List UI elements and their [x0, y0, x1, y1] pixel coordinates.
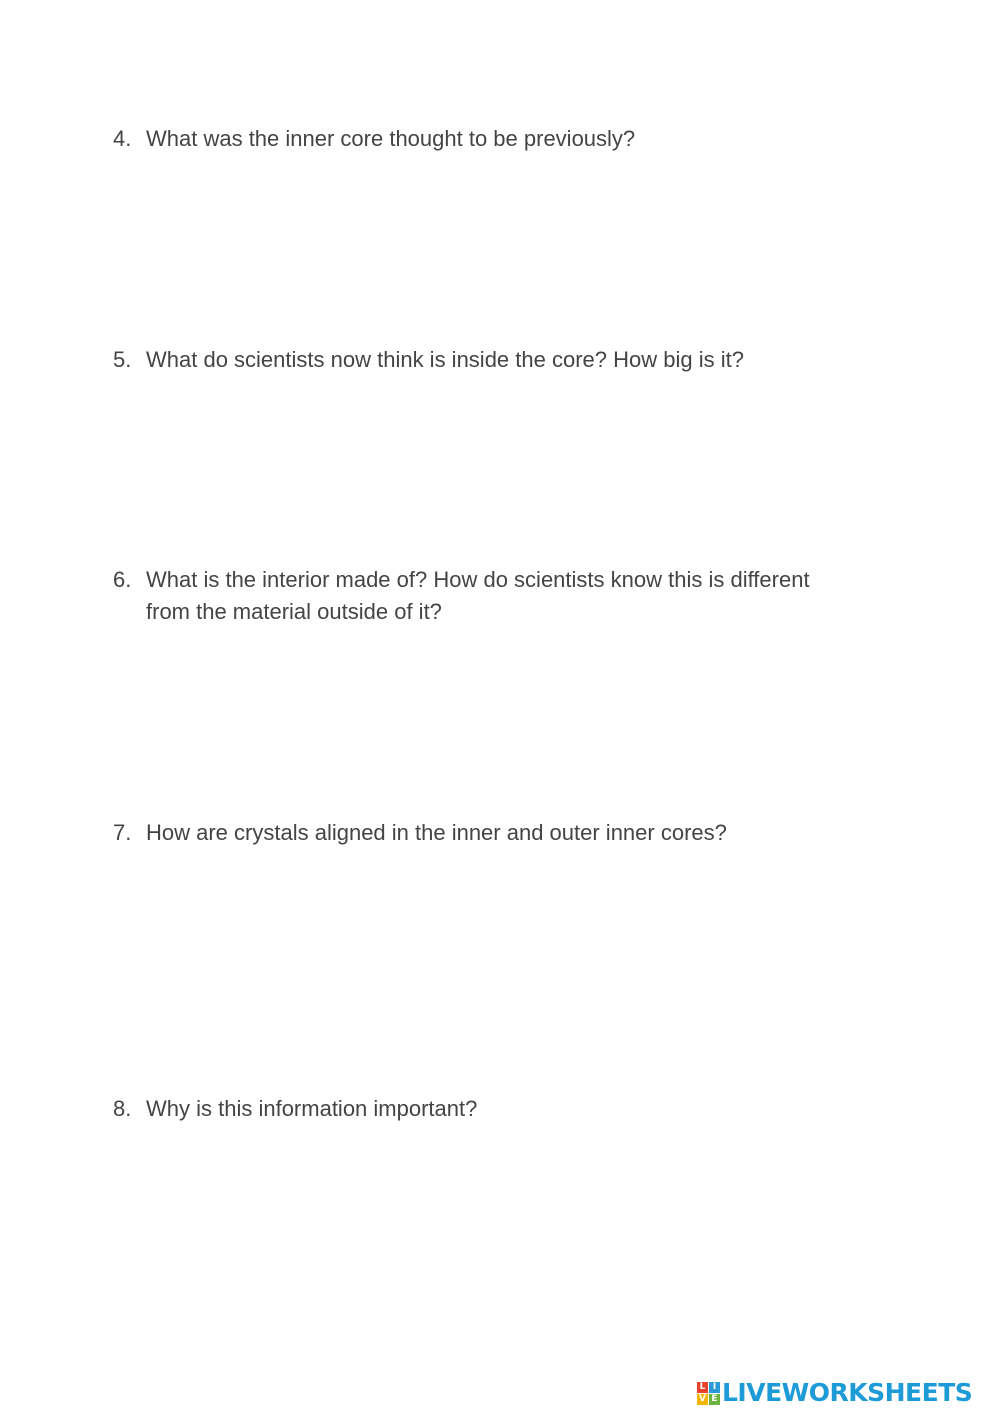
liveworksheets-brand [697, 1378, 972, 1408]
question-number: 6. [113, 567, 132, 592]
question-8 [113, 1093, 853, 1125]
question-5 [113, 344, 853, 376]
question-6 [113, 564, 853, 628]
logo-letter: V [697, 1394, 708, 1405]
question-text: How are crystals aligned in the inner and outer inner cores? [146, 820, 727, 845]
logo-letter: E [709, 1394, 720, 1405]
question-number: 7. [113, 820, 132, 845]
question-number: 5. [113, 347, 132, 372]
question-4 [113, 123, 853, 155]
question-text: What was the inner core thought to be previously? [146, 126, 636, 151]
question-text: What is the interior made of? How do scientists know this is different from the material outside of it? [146, 567, 810, 624]
liveworksheets-logo-icon [697, 1382, 720, 1405]
logo-letter: I [709, 1382, 720, 1393]
question-number: 8. [113, 1096, 132, 1121]
brand-name: LIVEWORKSHEETS [722, 1378, 973, 1407]
question-text: What do scientists now think is inside the core? How big is it? [146, 347, 744, 372]
logo-letter: L [697, 1382, 708, 1393]
question-7 [113, 817, 853, 849]
question-number: 4. [113, 126, 132, 151]
question-text: Why is this information important? [146, 1096, 478, 1121]
